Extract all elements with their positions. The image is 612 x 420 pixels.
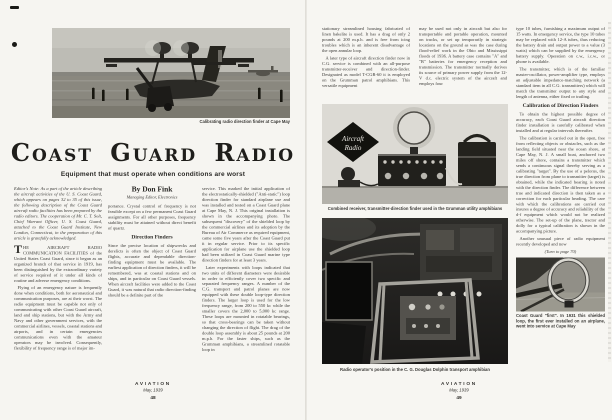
section-heading-direction-finders: Direction Finders: [131, 234, 173, 241]
turn-to-page-note: (Turn to page 70): [544, 249, 577, 255]
left-column-2: [108, 186, 196, 376]
photo-calibrating-seaplane: [52, 28, 290, 118]
left-column-3: [202, 186, 290, 376]
photo-combined-radio-set: [322, 104, 508, 204]
right-column-2: [419, 26, 507, 104]
paragraph: stationary streamlined housing fabricated of linen bakelite is used. It has a drag of only 2 pounds at 200 m.p.h. and is free from icing troubles which is an inherent disadvantage of the open annular loop.: [322, 26, 410, 53]
paragraph: To obtain the highest possible degree of accuracy, each Coast Guard aircraft direction finder installation is carefully calibrated when installed and at regular intervals thereafter.: [516, 111, 605, 133]
paragraph: Since the precise location of shipwrecks and derelicts is often the object of Coast Guard flights, accurate and dependable direction-finding equipment must be available. The earliest application of direction finders, it will be remembered, was at coastal stations and on ships, and in particular on Coast Guard vessels. When aircraft facilities were added to the Coast Guard, it was natural that radio direction-finding should be a definite part of the: [108, 243, 196, 298]
editors-note: Editor's Note: As a part of the article describing the aircraft activities of the U. S. Coast Guard, which appears on pages 32 to 35 of this issue, the following description of the Coast Guard aircraft radio facilities has been prepared by the radio editors. The cooperation of Mr. C. T. Solt, Chief Warrant Officer, U. S. Coast Guard, attached to the Coast Guard Institute, New London, Connecticut, in the preparation of this article is gratefully acknowledged.: [14, 186, 102, 241]
photo-caption-combined-set: Combined receiver, transmitter-direction finder used in the Grumman utility amphibians: [327, 206, 503, 211]
paragraph: type 10 tubes, furnishing a maximum output of 15 watts. In emergency service, the type 10 tubes may be replaced with 12-A tubes, thus reducing the battery drain and output power to a value (3 watts) which can be supplied by the emergency battery supply. Operation on c.w., i.c.w., or phone is available.: [516, 26, 605, 64]
article-title: Coast Guard Radio: [10, 138, 296, 167]
photo-caption-left: Calibrating radio direction finder at Cape May: [199, 119, 290, 124]
paragraph: A later type of aircraft direction finder now in C.G. service is combined with an all-purpose transmitter-receiver and direction-finder. Designated as model T-CGR-60 it is employed on the Grumman patrol amphibians. This versatile equipment: [322, 55, 410, 88]
issue-date: May, 1939: [143, 387, 163, 393]
scan-speck: [10, 6, 19, 9]
magazine-name: AVIATION: [441, 381, 477, 387]
left-page-footer: [0, 381, 306, 409]
article-subtitle: Equipment that must operate when conditions are worst: [60, 170, 246, 178]
magazine-name: AVIATION: [135, 381, 171, 387]
paragraph: portance. Crystal control of frequency is not feasible except on a few permanent Coast Guard assignments. For all other purposes, frequency stability must be attained without direct benefit of quartz.: [108, 203, 196, 231]
intro-paragraph: THE AIRCRAFT RADIO COMMUNICATION FACILITIES of the United States Coast Guard, since it began as an organized branch of that service in 1919, has been distinguished by the extraordinary variety of service required of it under all kinds of routine and adverse emergency conditions.: [14, 242, 102, 283]
page-number: 49: [456, 394, 462, 401]
paragraph: service. This marked the initial application of the electrostatically-shielded ("Anti-static") loop direction finder for standard airplane use and was installed and tested on a Coast Guard plane at Cape May, N. J. This original installation is shown in the accompanying photo. The subsequent "discovery" of the shielded loop by the commercial airlines and its adoption by the Bureau of Air Commerce as required equipment, came some five years after the Coast Guard put it in regular service. Prior to its specific application for airplane use the shielded loop had been utilized in Coast Guard marine type direction finders for at least 3 years.: [202, 186, 290, 263]
photo-caption-loop: Coast Guard "first". In 1931 this shielded loop, the first ever installed on an airplane, went into service at Cape May: [516, 313, 605, 329]
section-heading-calibration: Calibration of Direction Finders: [522, 102, 599, 109]
placard-label-line1: Aircraft: [342, 135, 364, 143]
scan-edge-bleed: [608, 22, 611, 362]
right-page-footer: [306, 381, 612, 409]
left-column-1: [14, 186, 102, 376]
byline-title: Managing Editor, Electronics: [126, 194, 178, 200]
right-page: [306, 0, 612, 420]
paragraph: The calibration is carried out in the open, free from reflecting objects or obstacles, such as the landing field situated near the ocean shore, at Cape May, N. J. A small boat, anchored two miles off shore, contains a transmitter which sends a continuous signal thereby serving as a calibrating "target". By the use of a pelorus, the true direction from plane to transmitter (target) is obtained, while the indicated bearing is noted with the direction finder. The difference between true and indicated direction is then taken as a correction for each particular heading. The care with which the calibrations are carried out insures a degree of accuracy and reliability of the d-f equipment which would not be realized otherwise. The set-up of the plane, tractor and dolly for a typical calibration is shown in the accompanying picture.: [516, 135, 605, 234]
paragraph: may be used not only in aircraft but also for transportable and portable operation, mounted on trucks, or set up temporarily in strategic locations on the ground as was the case during flood-relief work in the Ohio and Mississippi floods of 1936. A battery case contains "A" and "B" batteries for emergency reception and transmission. The transmitter normally derives its source of primary power supply from the 12-V d.c. electric system of the aircraft and employs four: [419, 26, 507, 86]
paragraph: Another unusual piece of radio equipment recently developed and now: [516, 236, 605, 247]
issue-date: May, 1939: [449, 387, 469, 393]
drop-cap: T: [14, 242, 23, 256]
right-column-1: [322, 26, 410, 104]
photo-shielded-loop: [516, 258, 605, 312]
scan-speck: [12, 42, 17, 47]
paragraph: The transmitter, which is of the familiar master-oscillator, power-amplifier type, employs an adjustable impedance-matching network (a standard item in all C.G. transmitters) which will match the transmitter output to any style and length of antenna, either fixed or trailing.: [516, 66, 605, 99]
placard-label-line2: Radio: [344, 144, 362, 152]
photo-radio-operator-position: [322, 218, 508, 364]
paragraph: Flying of an emergency nature is frequently done when conditions, both for aeronautical and communication purposes, are at their worst. The radio equipment must be capable not only of communicating with other Coast Guard aircraft, land and ship stations, but with the Army and Navy and other government services, with the commercial airlines, vessels, coastal stations and airports, and in certain emergencies communications even with the amateur operators may be involved. Consequently, flexibility of frequency range is of major im-: [14, 285, 102, 351]
photo-caption-operator-position: Radio operator's position in the C. G. Douglas Dolphin transport amphibian: [340, 367, 490, 372]
page-seam: [305, 0, 307, 420]
right-column-3: [516, 26, 605, 379]
byline: By Don Fink: [131, 186, 173, 194]
page-number: 48: [150, 394, 156, 401]
paragraph: Later experiments with loops indicated that two units of different diameters were desirable in order to efficiently cover two specific and separated frequency ranges. A number of the C.G. transport and patrol planes are now equipped with these double loop-type direction finders. The larger loop is used for the low frequency range, from 200 to 550 kc while the smaller covers the 2,000 to 5,000 kc range. These loops are mounted in rotatable bearings, so that cross-bearings can be taken without changing the direction of flight. The drag of the double loop assembly is about 25 pounds at 200 m.p.h. For the faster ships, such as the Grumman amphibians, a streamlined rotatable loop in: [202, 264, 290, 353]
